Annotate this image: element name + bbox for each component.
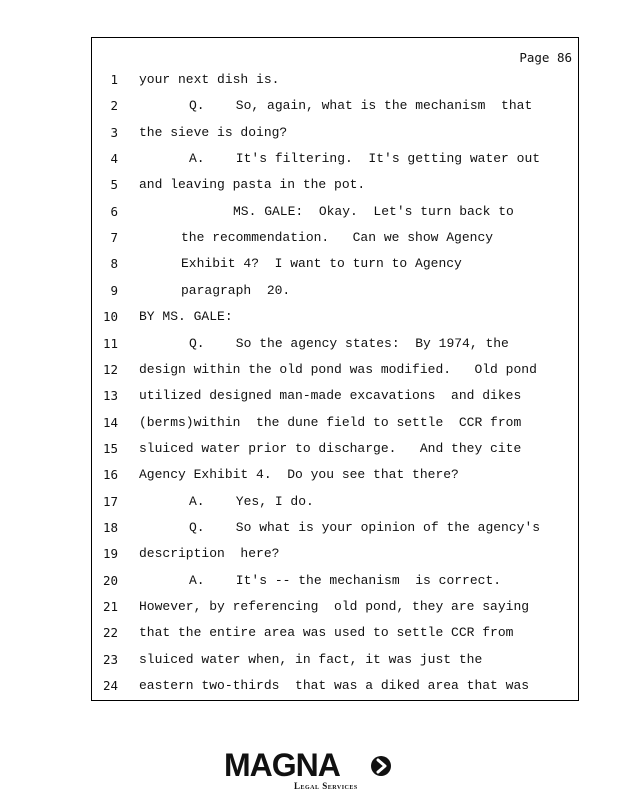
transcript-line [92, 204, 578, 230]
transcript-line [92, 652, 578, 678]
transcript-line [92, 72, 578, 98]
line-number: 21 [102, 599, 118, 614]
line-number: 13 [102, 388, 118, 404]
line-text: (berms)within the dune field to settle CCR from [139, 414, 522, 430]
line-number: 1 [110, 72, 118, 87]
line-number: 8 [110, 256, 118, 272]
transcript-line [92, 230, 578, 256]
chevron-circle-icon [370, 755, 392, 777]
line-text: A. It's -- the mechanism is correct. [189, 572, 502, 588]
line-text: MS. GALE: Okay. Let's turn back to [233, 203, 514, 219]
line-number: 3 [110, 124, 118, 140]
line-text: description here? [139, 546, 280, 562]
magna-logo [224, 747, 396, 792]
line-text: sluiced water when, in fact, it was just the [139, 651, 483, 667]
line-text: BY MS. GALE: [139, 309, 233, 325]
line-number: 23 [102, 651, 118, 667]
transcript-line [92, 678, 578, 704]
transcript-line [92, 467, 578, 493]
line-number: 6 [110, 203, 118, 219]
line-text: design within the old pond was modified. Old pond [139, 361, 537, 377]
line-text: the sieve is doing? [139, 124, 288, 140]
transcript-page [91, 37, 579, 701]
line-text: utilized designed man-made excavations and dikes [139, 388, 522, 404]
line-number: 20 [102, 572, 118, 588]
line-text: and leaving pasta in the pot. [139, 177, 366, 193]
transcript-line [92, 520, 578, 546]
line-text: Q. So the agency states: By 1974, the [189, 335, 509, 351]
line-text: your next dish is. [139, 72, 280, 87]
line-number: 16 [102, 467, 118, 483]
page-number: Page 86 [519, 50, 572, 65]
line-text: A. It's filtering. It's getting water out [189, 151, 541, 167]
transcript-line [92, 256, 578, 282]
line-text: eastern two-thirds that was a diked area that was [139, 678, 530, 694]
line-number: 4 [110, 151, 118, 167]
line-number: 5 [110, 177, 118, 193]
line-number: 15 [102, 440, 118, 456]
transcript-line [92, 336, 578, 362]
transcript-line [92, 415, 578, 441]
line-text: Agency Exhibit 4. Do you see that there? [139, 467, 459, 483]
line-number: 22 [102, 625, 118, 641]
transcript-line [92, 177, 578, 203]
line-text: Q. So, again, what is the mechanism that [189, 98, 533, 114]
transcript-line [92, 599, 578, 625]
line-text: A. Yes, I do. [189, 493, 314, 509]
line-number: 2 [110, 98, 118, 114]
logo-wordmark: MAGNA [224, 747, 340, 783]
line-text: sluiced water prior to discharge. And they cite [139, 440, 522, 456]
transcript-line [92, 125, 578, 151]
line-number: 14 [102, 414, 118, 430]
line-text: that the entire area was used to settle CCR from [139, 625, 514, 641]
line-number: 7 [110, 230, 118, 246]
transcript-line [92, 283, 578, 309]
line-number: 19 [102, 546, 118, 562]
transcript-line [92, 151, 578, 177]
transcript-line [92, 98, 578, 124]
line-text: Exhibit 4? I want to turn to Agency [181, 256, 462, 272]
transcript-line [92, 625, 578, 651]
line-text: Q. So what is your opinion of the agency's [189, 519, 541, 535]
line-number: 11 [102, 335, 118, 351]
transcript-line [92, 309, 578, 335]
transcript-line [92, 362, 578, 388]
line-number: 24 [102, 678, 118, 694]
transcript-line [92, 494, 578, 520]
transcript-line [92, 573, 578, 599]
line-number: 10 [102, 309, 118, 325]
line-text: However, by referencing old pond, they are saying [139, 599, 530, 614]
line-text: the recommendation. Can we show Agency [181, 230, 494, 246]
line-number: 17 [102, 493, 118, 509]
line-number: 9 [110, 282, 118, 298]
line-text: paragraph 20. [181, 282, 291, 298]
transcript-line [92, 441, 578, 467]
transcript-line [92, 388, 578, 414]
line-number: 12 [102, 361, 118, 377]
transcript-line [92, 546, 578, 572]
line-number: 18 [102, 519, 118, 535]
logo-subtitle: Legal Services [294, 781, 358, 791]
